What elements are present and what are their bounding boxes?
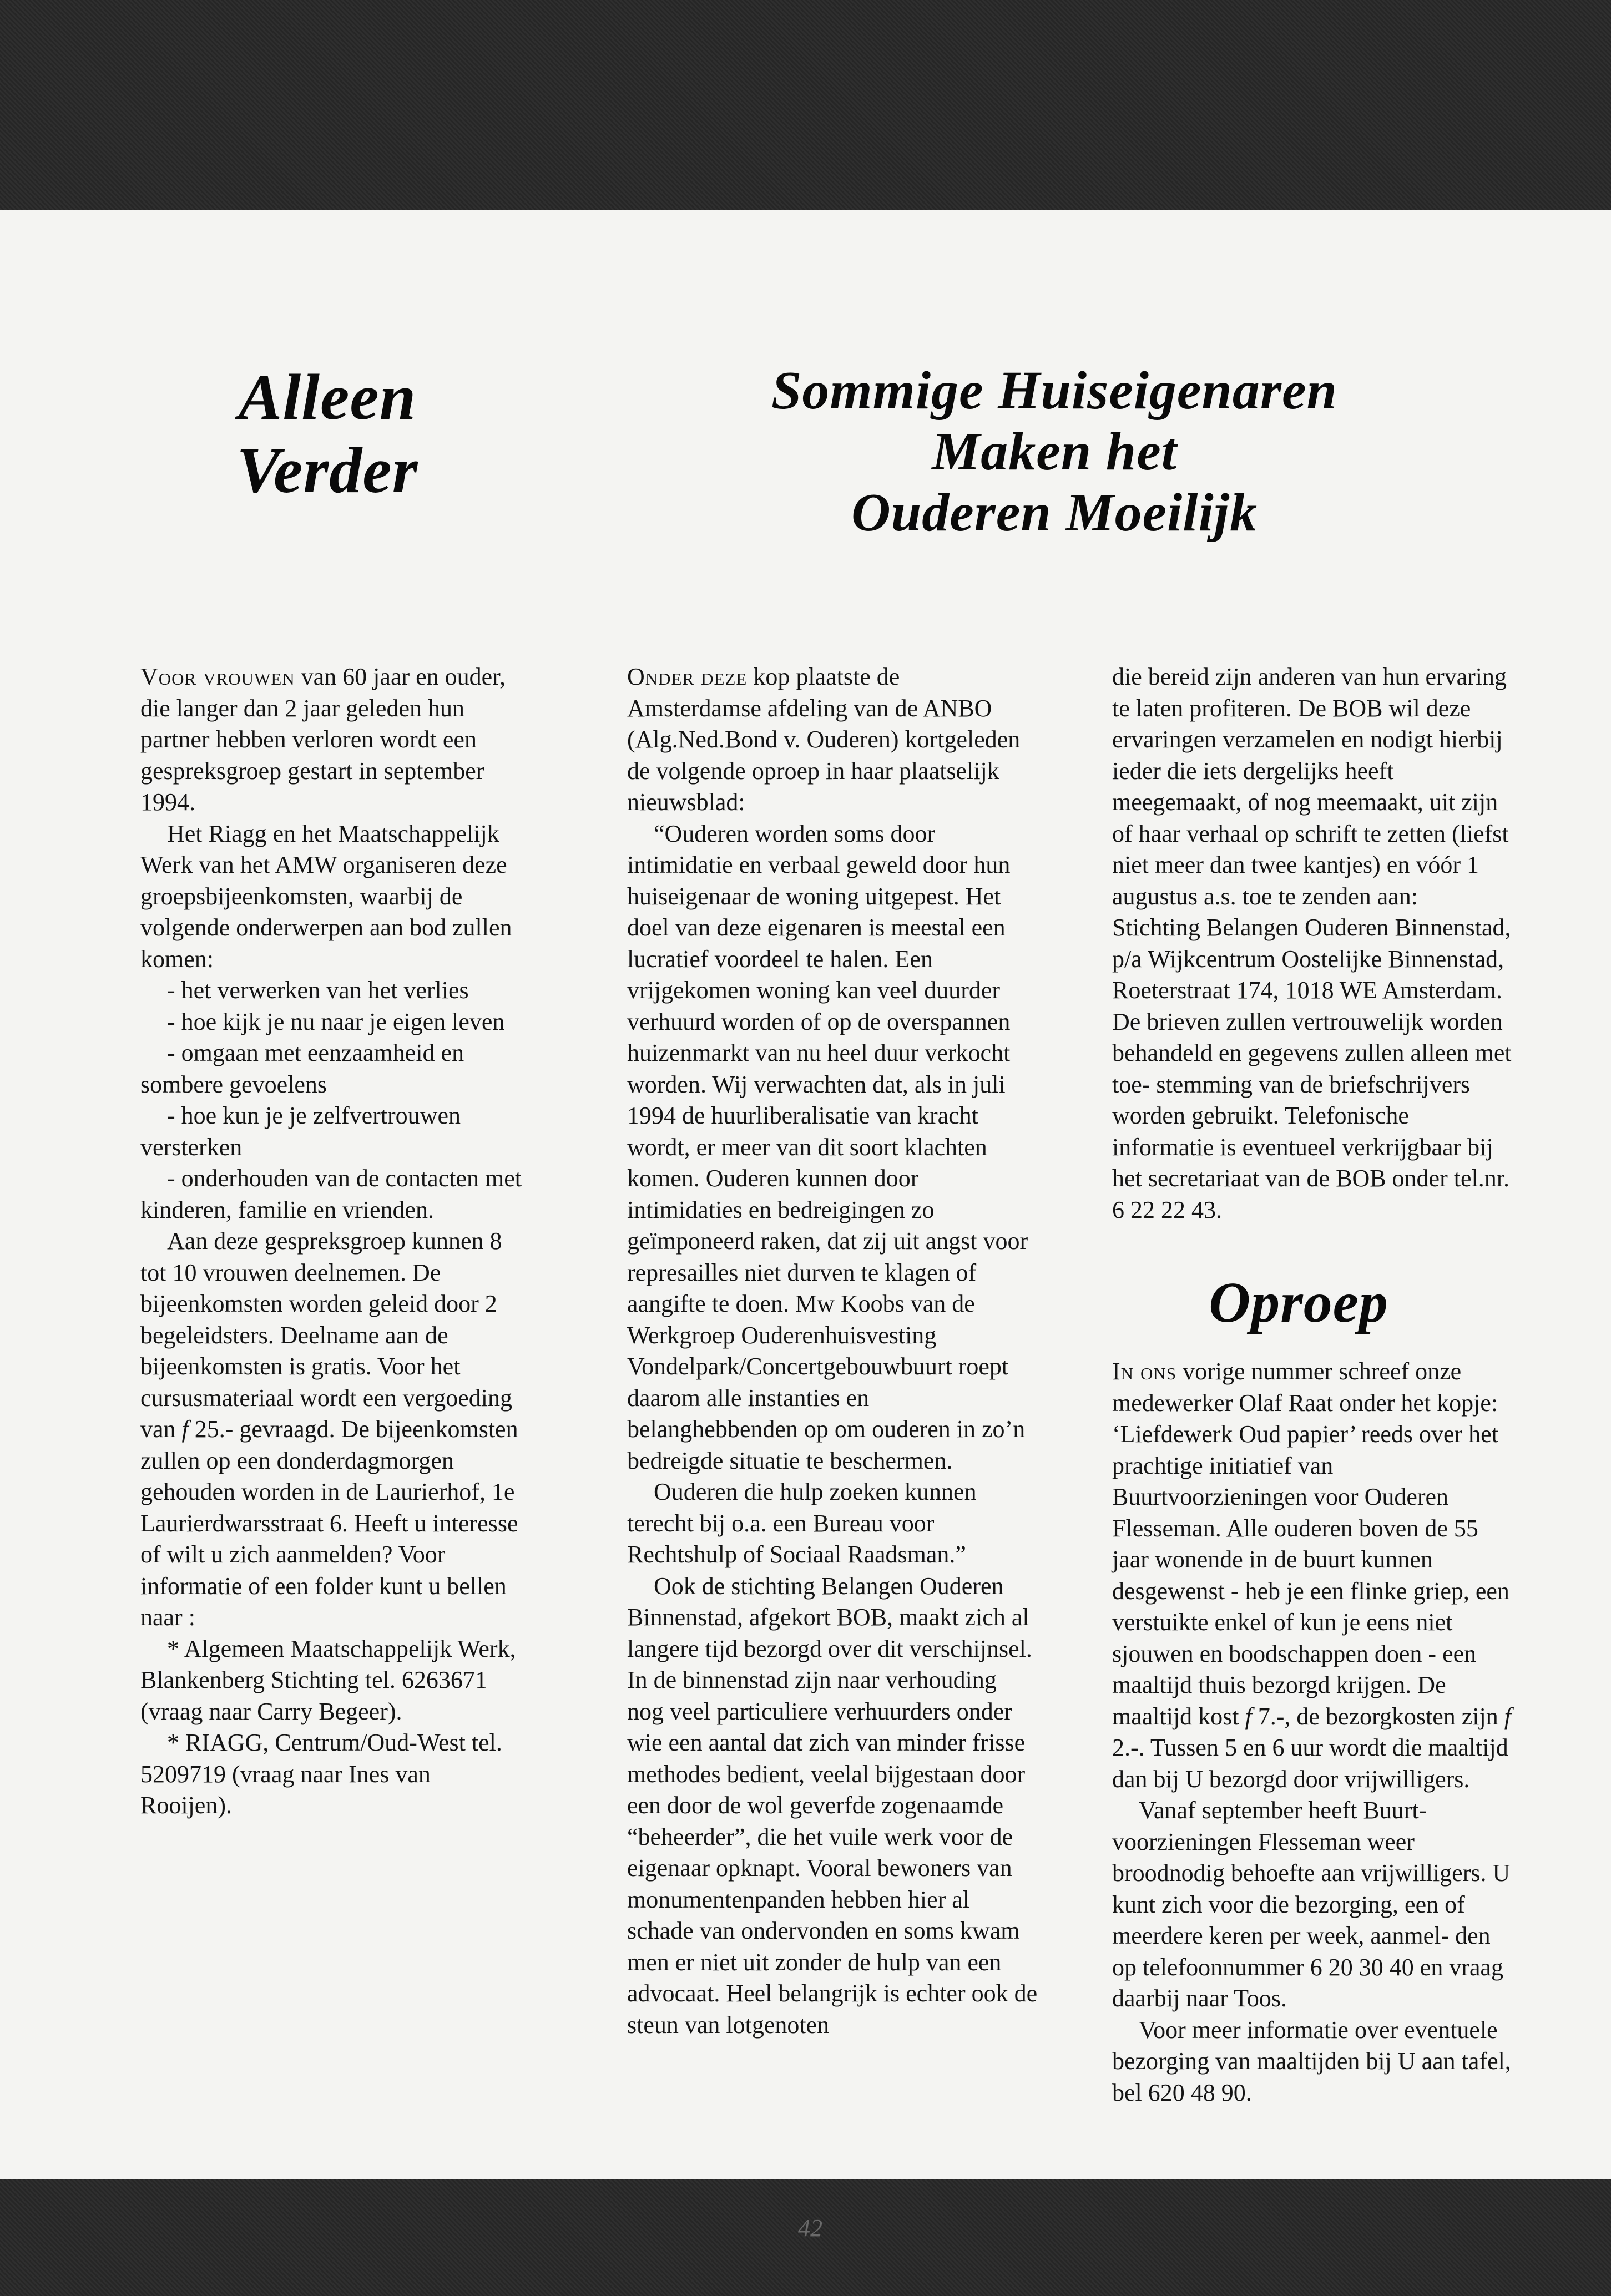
paragraph: “Ouderen worden soms door intimidatie en verbaal geweld door hun huiseigenaar de woning uitgepest. Het doel van deze eigenaren is meestal een lucratief voordeel te halen. Een vrijgekomen woning kan veel duurder verhuurd worden of op de overspannen huizenmarkt van nu heel duur verkocht worden. Wij verwachten dat, als in juli 1994 de huurliberalisatie van kracht wordt, er meer van dit soort klachten komen. Ouderen kunnen door intimidaties en bedreigingen zo geïmponeerd raken, dat zij uit angst voor represailles niet durven te klagen of aangifte te doen. Mw Koobs van de Werkgroep Ouderenhuisvesting Vondelpark/Concertgebouwbuurt roept daarom alle instanties en belanghebbenden op om ouderen in zo’n bedreigde situatie te beschermen.: [627, 820, 1028, 1474]
paragraph-text: 2.-. Tussen 5 en 6 uur wordt die maaltijd dan bij U bezorgd door vrijwilligers.: [1112, 1734, 1508, 1793]
paragraph: Het Riagg en het Maatschappelijk Werk van het AMW organiseren deze groepsbijeenkomsten, waarbij de volgende onderwerpen aan bod zullen komen:: [140, 820, 512, 973]
paragraph: Ook de stichting Belangen Ouderen Binnenstad, afgekort BOB, maakt zich al langere tijd bezorgd over dit verschijnsel. In de binnenstad zijn naar verhouding nog veel particuliere verhuurders onder wie een aantal dat zich van minder frisse methodes bedient, veelal bijgestaan door een door de wol geverfde zogenaamde “beheerder”, die het vuile werk voor de eigenaar opknapt. Vooral bewoners van monumentenpanden hebben hier al schade van ondervonden en soms kwam men er niet uit zonder de hulp van een advocaat. Heel belangrijk is echter ook de steun van lotgenoten: [627, 1572, 1038, 2039]
topic-item: - onderhouden van de contacten met kinderen, familie en vrienden.: [140, 1165, 522, 1223]
article-huiseigenaren-continued: [1112, 661, 1512, 1226]
page-number: 42: [798, 2214, 822, 2242]
paragraph: [1112, 1356, 1512, 1795]
contact-item: * RIAGG, Centrum/Oud-West tel. 5209719 (vraag naar Ines van Rooijen).: [140, 1729, 502, 1819]
paragraph: [627, 661, 1038, 818]
paragraph: die bereid zijn anderen van hun ervaring te laten profiteren. De BOB wil deze ervaringen verzamelen en nodigt hierbij ieder die iets dergelijks heeft meegemaakt, of nog meemaakt, uit zijn of haar verhaal op schrift te zetten (liefst niet meer dan twee kantjes) en vóór 1 augustus a.s. toe te zenden aan: Stichting Belangen Ouderen Binnenstad, p/a Wijkcentrum Oostelijke Binnenstad, Roeterstraat 174, 1018 WE Amsterdam. De brieven zullen vertrouwelijk worden behandeld en gegevens zullen alleen met toe- stemming van de briefschrijvers worden gebruikt. Telefonische informatie is eventueel verkrijgbaar bij het secretariaat van de BOB onder tel.nr. 6 22 22 43.: [1112, 663, 1512, 1223]
top-dark-band: [0, 0, 1611, 210]
headline-line: Sommige Huiseigenaren: [771, 361, 1338, 421]
contact-item: * Algemeen Maatschappelijk Werk, Blankenberg Stichting tel. 6263671 (vraag naar Carry Begeer).: [140, 1635, 516, 1725]
topic-item: - hoe kijk je nu naar je eigen leven: [167, 1008, 505, 1035]
article-oproep: [1112, 1356, 1512, 2108]
lead-smallcaps: In ons: [1112, 1358, 1177, 1385]
article-huiseigenaren: [627, 661, 1038, 2041]
paragraph-text: 7.-, de bezorgkosten zijn: [1251, 1702, 1504, 1730]
paragraph: [140, 1226, 523, 1634]
topic-item: - omgaan met eenzaamheid en sombere gevoelens: [140, 1039, 464, 1098]
headline-huiseigenaren: [721, 361, 1387, 543]
headline-line: Maken het: [932, 421, 1177, 482]
headline-alleen-verder: [183, 361, 472, 507]
paragraph: Ouderen die hulp zoeken kunnen terecht bij o.a. een Bureau voor Rechtshulp of Sociaal Raadsman.”: [627, 1478, 977, 1568]
paragraph-text: van 60 jaar en ouder, die langer dan 2 jaar geleden hun partner hebben verloren wordt een gespreksgroep gestart in september 1994.: [140, 663, 506, 816]
paragraph: Voor meer informatie over eventuele bezorging van maaltijden bij U aan tafel, bel 620 48 90.: [1112, 2016, 1511, 2106]
headline-line: Ouderen Moeilijk: [851, 482, 1258, 543]
currency-sign: f: [181, 1415, 189, 1443]
paragraph-text: kop plaatste de Amsterdamse afdeling van de ANBO (Alg.Ned.Bond v. Ouderen) kortgeleden de volgende oproep in haar plaatselijk nieuwsblad:: [627, 663, 1021, 816]
paragraph: Vanaf september heeft Buurt- voorzieningen Flesseman weer broodnodig behoefte aan vrijwilligers. U kunt zich voor die bezorging, een of meerdere keren per week, aanmel- den op telefoonnummer 6 20 30 40 en vraag daarbij naar Toos.: [1112, 1797, 1511, 2012]
currency-sign: f: [1245, 1702, 1252, 1730]
paragraph-text: vorige nummer schreef onze medewerker Olaf Raat onder het kopje: ‘Liefdewerk Oud papier’ reeds over het prachtige initiatief van Buurtvoorzieningen voor Ouderen Flesseman. Alle ouderen boven de 55 jaar wonende in de buurt kunnen desgewenst - heb je een flinke griep, een verstuikte enkel of kun je eens niet sjouwen en boodschappen doen - een maaltijd thuis bezorgd krijgen. De maaltijd kost: [1112, 1358, 1509, 1730]
paragraph-text: Aan deze gespreksgroep kunnen 8 tot 10 vrouwen deelnemen. De bijeenkomsten worden geleid door 2 begeleidsters. Deelname aan de bijeenkomsten is gratis. Voor het cursusmateriaal wordt een vergoeding van: [140, 1227, 512, 1443]
headline-line: Alleen: [238, 361, 417, 433]
paragraph-text: 25.- gevraagd. De bijeenkomsten zullen op een donderdagmorgen gehouden worden in de Laurierhof, 1e Laurierdwarsstraat 6. Heeft u interesse of wilt u zich aanmelden? Voor informatie of een folder kunt u bellen naar :: [140, 1415, 518, 1631]
topic-item: - hoe kun je je zelfvertrouwen versterken: [140, 1102, 461, 1161]
article-alleen-verder: [140, 661, 523, 1822]
headline-oproep: Oproep: [1209, 1271, 1388, 1334]
headline-line: Verder: [236, 434, 418, 507]
currency-sign: f: [1504, 1702, 1511, 1730]
lead-smallcaps: Onder deze: [627, 663, 748, 690]
topic-item: - het verwerken van het verlies: [167, 977, 469, 1004]
paragraph: [140, 661, 523, 818]
lead-smallcaps: Voor vrouwen: [140, 663, 295, 690]
